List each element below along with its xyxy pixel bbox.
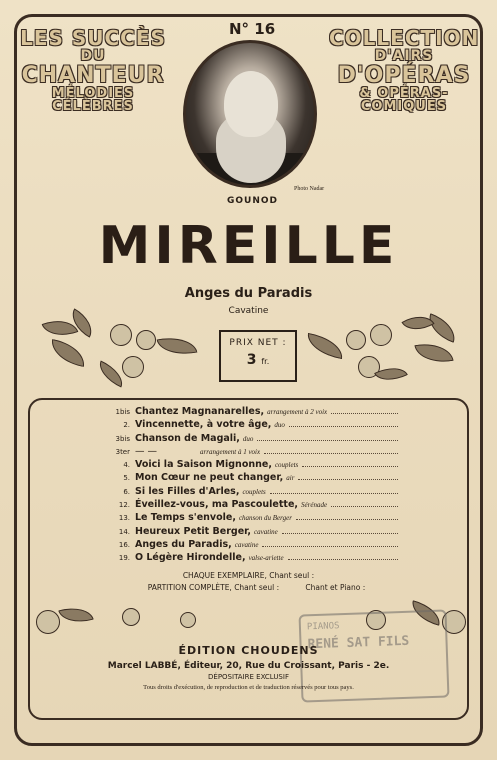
list-item: 19. O Légère Hirondelle, valse-ariette xyxy=(108,552,398,565)
dealer-stamp: PIANOS RENÉ SAT FILS xyxy=(299,609,450,702)
photo-credit: Photo Nadar xyxy=(294,186,325,192)
rights-notice: Tous droits d'exécution, de reproduction et de traduction réservés pour tous pays. xyxy=(143,684,354,691)
header-right xyxy=(329,28,479,114)
header-left-line-4: MÉLODIES CÉLÈBRES xyxy=(51,85,135,115)
list-item: 1bis Chantez Magnanarelles, arrangement à 2 voix xyxy=(108,406,398,419)
header-left-line-2: DU xyxy=(80,48,106,64)
opera-title: MIREILLE xyxy=(98,216,399,276)
header-left-line-3: CHANTEUR xyxy=(21,62,165,88)
pricing-line-2: PARTITION COMPLÈTE, Chant seul : Chant et Piano : xyxy=(147,583,366,592)
list-item: 16. Anges du Paradis, cavatine xyxy=(108,539,398,552)
header-right-line-1: COLLECTION xyxy=(329,26,480,50)
publisher-name: ÉDITION CHOUDENS xyxy=(178,644,319,657)
price-box xyxy=(219,330,297,382)
header-right-line-3: D'OPÉRAS xyxy=(337,62,471,88)
list-item: 12. Éveillez-vous, ma Pascoulette, Sérénade xyxy=(108,499,398,512)
header-right-line-4: & OPÉRAS-COMIQUES xyxy=(359,85,449,115)
list-item: 3ter — — arrangement à 1 voix xyxy=(108,446,398,459)
list-item: 13. Le Temps s'envole, chanson du Berger xyxy=(108,512,398,525)
header-left xyxy=(18,28,168,114)
publisher-depositaire: DÉPOSITAIRE EXCLUSIF xyxy=(208,673,289,681)
issue-number: N° 16 xyxy=(229,20,276,38)
price-label: PRIX NET : xyxy=(229,338,287,348)
list-item: 2. Vincennette, à votre âge, duo xyxy=(108,419,398,432)
leaf-ornament-left xyxy=(40,312,200,392)
composer-portrait xyxy=(183,40,317,188)
pricing-info xyxy=(0,570,497,594)
list-item: 3bis Chanson de Magali, duo xyxy=(108,433,398,446)
list-item: 14. Heureux Petit Berger, cavatine xyxy=(108,526,398,539)
composer-name: GOUNOD xyxy=(227,196,278,206)
publisher-address: Marcel LABBÉ, Éditeur, 20, Rue du Croissant, Paris - 2e. xyxy=(107,661,390,671)
header-left-line-1: LES SUCCÈS xyxy=(20,26,166,50)
pricing-line-1: CHAQUE EXEMPLAIRE, Chant seul : xyxy=(182,571,315,580)
leaf-ornament-right xyxy=(300,312,460,392)
list-item: 6. Si les Filles d'Arles, couplets xyxy=(108,486,398,499)
song-list xyxy=(108,406,398,566)
piece-title: Anges du Paradis xyxy=(184,286,313,301)
piece-form: Cavatine xyxy=(228,306,269,316)
publisher-block xyxy=(0,644,497,691)
price-value: 3 fr. xyxy=(246,352,270,368)
list-item: 5. Mon Cœur ne peut changer, air xyxy=(108,472,398,485)
header-right-line-2: D'AIRS xyxy=(374,48,434,64)
list-item: 4. Voici la Saison Mignonne, couplets xyxy=(108,459,398,472)
